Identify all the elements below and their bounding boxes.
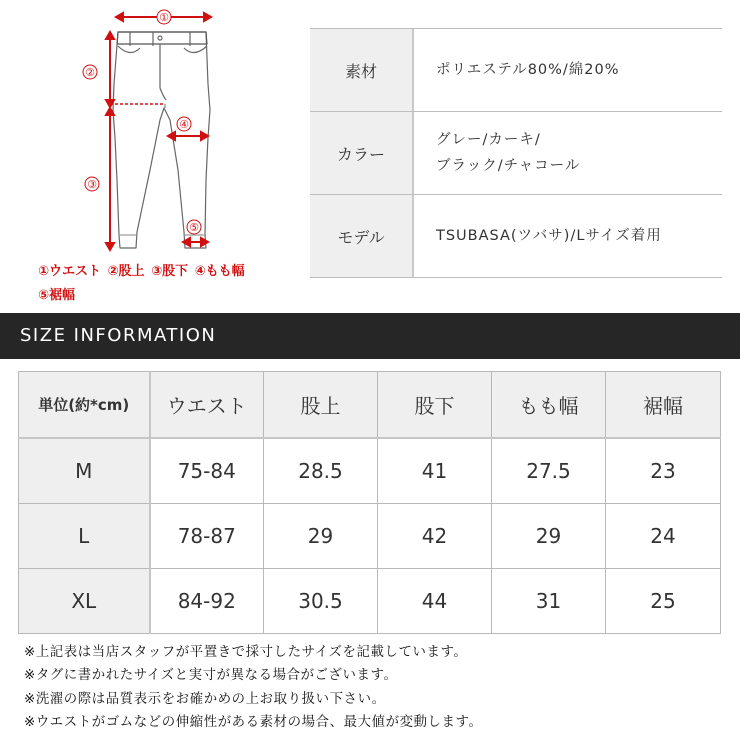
pants-illustration [0,0,300,260]
size-notes [24,641,724,735]
table-row [19,569,721,634]
marker-4: ④ [179,118,189,131]
cell-hem: 25 [606,569,721,634]
header-hem: 裾幅 [606,372,721,439]
cell-inseam: 42 [378,504,492,569]
marker-5: ⑤ [189,221,199,234]
header-waist: ウエスト [150,372,264,439]
size-label: XL [19,569,150,634]
note-line: ※タグに書かれたサイズと実寸が異なる場合がございます。 [24,668,398,684]
legend-thigh: ④もも幅 [194,264,245,279]
diagram-legend [38,260,300,308]
rise-arrow [83,32,163,107]
legend-hem: ⑤裾幅 [38,288,76,303]
note-line: ※洗濯の際は品質表示をお確かめの上お取り扱い下さい。 [24,691,386,707]
size-table [18,371,721,634]
table-row [19,438,721,504]
spec-key-color: カラー [310,112,414,194]
cell-thigh: 29 [492,504,606,569]
note-line: ※上記表は当店スタッフが平置きで採寸したサイズを記載しています。 [24,645,468,660]
size-label: L [19,504,150,569]
spec-key-model: モデル [310,195,414,277]
cell-inseam: 44 [378,569,492,634]
spec-row-color [310,112,722,195]
legend-waist: ①ウエスト [38,264,102,279]
spec-row-material [310,28,722,112]
cell-thigh: 27.5 [492,438,606,504]
marker-3: ③ [87,178,97,191]
spec-value-line: ポリエステル80%/綿20% [436,62,620,78]
spec-value-line: ブラック/チャコール [436,158,581,174]
cell-hem: 23 [606,438,721,504]
note-line: ※ウエストがゴムなどの伸縮性がある素材の場合、最大値が変動します。 [24,715,483,731]
cell-waist: 75-84 [150,438,264,504]
cell-rise: 30.5 [264,569,378,634]
size-label: M [19,438,150,504]
cell-waist: 78-87 [150,504,264,569]
spec-key-material: 素材 [310,29,414,111]
spec-value-line: グレー/カーキ/ [436,132,541,148]
spec-value-color [414,112,722,194]
cell-inseam: 41 [378,438,492,504]
cell-thigh: 31 [492,569,606,634]
spec-value-line: TSUBASA(ツバサ)/Lサイズ着用 [436,228,662,244]
header-thigh: もも幅 [492,372,606,439]
size-information-banner: SIZE INFORMATION [0,313,740,359]
measurement-diagram [0,0,300,310]
marker-1: ① [159,11,169,24]
header-unit: 単位(約*cm) [19,372,150,439]
size-table-header [19,372,721,439]
marker-2: ② [85,66,95,79]
cell-rise: 28.5 [264,438,378,504]
cell-waist: 84-92 [150,569,264,634]
table-row [19,504,721,569]
cell-hem: 24 [606,504,721,569]
legend-rise: ②股上 [107,264,145,279]
spec-value-model [414,195,722,277]
spec-value-material [414,29,722,111]
header-inseam: 股下 [378,372,492,439]
product-spec-table [310,28,722,278]
cell-rise: 29 [264,504,378,569]
legend-inseam: ③股下 [151,264,189,279]
spec-row-model [310,195,722,278]
header-rise: 股上 [264,372,378,439]
